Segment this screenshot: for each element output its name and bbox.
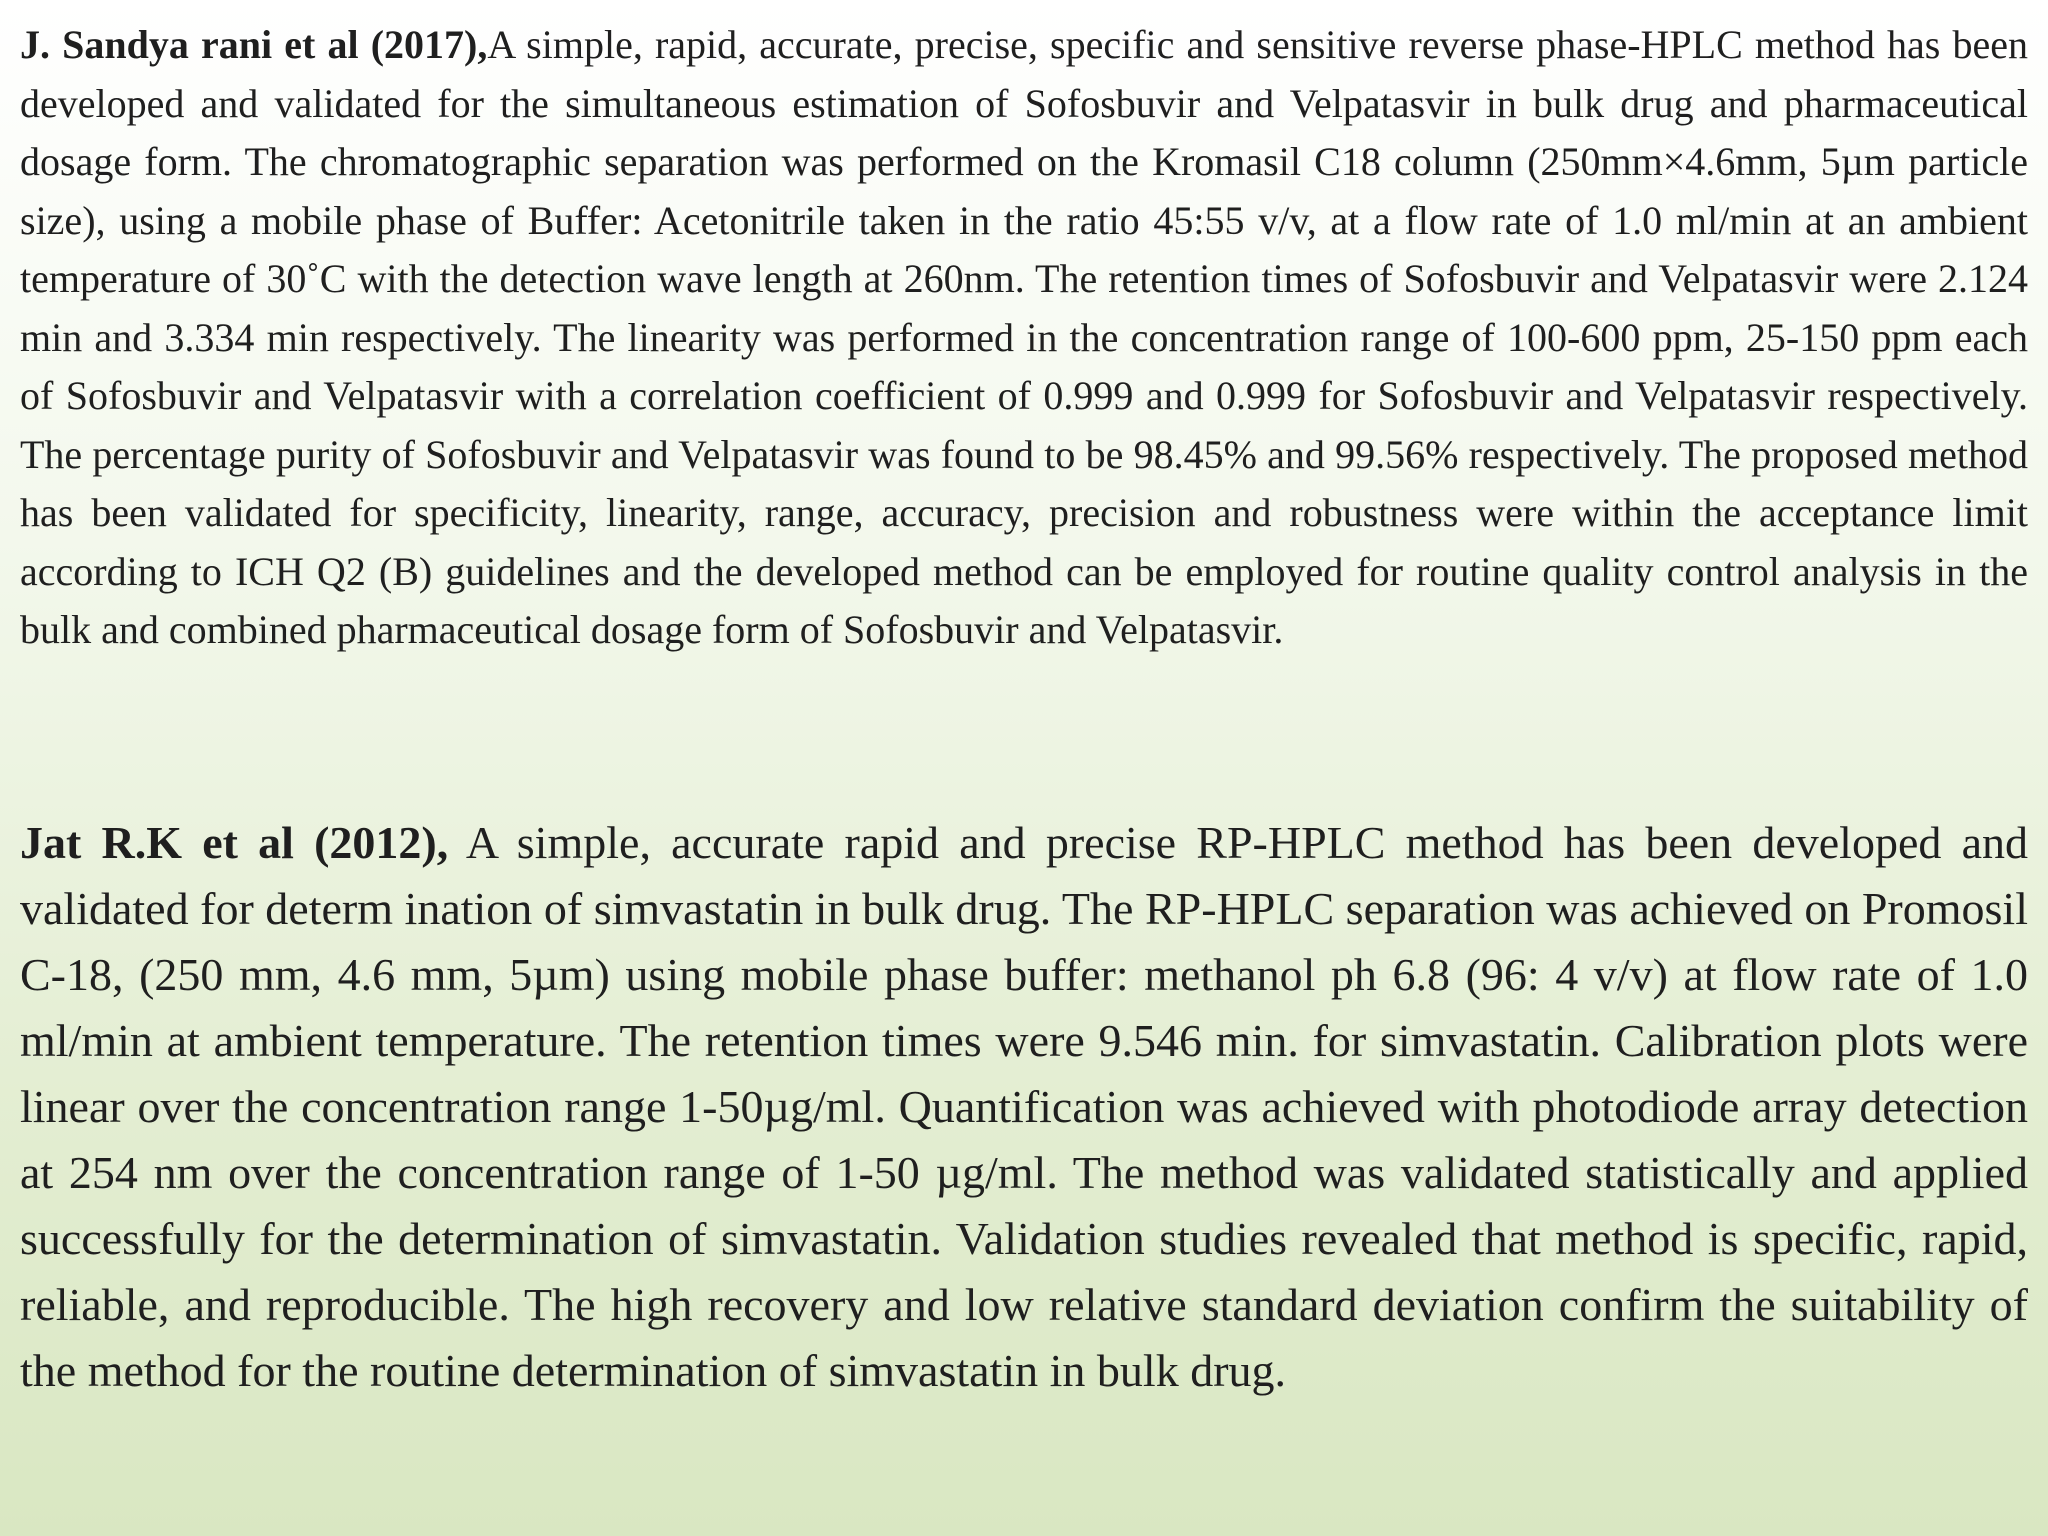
paragraph-text-jat: A simple, accurate rapid and precise RP-HPLC method has been developed and validated for determ ination of simvastatin in bulk drug. The RP-HPLC separation was achieved on Promosil C-18, (250 mm, 4.6 mm, 5µm) using mobile phase buffer: methanol ph 6.8 (96: 4 v/v) at flow rate of 1.0 ml/min at ambient temperature. The retention times were 9.546 min. for simvastatin. Calibration plots were linear over the concentration range 1-50µg/ml. Quantification was achieved with photodiode array detection at 254 nm over the concentration range of 1-50 µg/ml. The method was validated statistically and applied successfully for the determination of simvastatin. Validation studies revealed that method is specific, rapid, reliable, and reproducible. The high recovery and low relative standard deviation confirm the suitability of the method for the routine determination of simvastatin in bulk drug. — [20, 817, 2028, 1396]
citation-sandya-rani: J. Sandya rani et al (2017), — [20, 22, 488, 67]
citation-jat: Jat R.K et al (2012), — [20, 817, 449, 868]
paragraph-text-sandya-rani: A simple, rapid, accurate, precise, specific and sensitive reverse phase-HPLC method has been developed and validated for the simultaneous estimation of Sofosbuvir and Velpatasvir in bulk drug and pharmaceutical dosage form. The chromatographic separation was performed on the Kromasil C18 column (250mm×4.6mm, 5µm particle size), using a mobile phase of Buffer: Acetonitrile taken in the ratio 45:55 v/v, at a flow rate of 1.0 ml/min at an ambient temperature of 30˚C with the detection wave length at 260nm. The retention times of Sofosbuvir and Velpatasvir were 2.124 min and 3.334 min respectively. The linearity was performed in the concentration range of 100-600 ppm, 25-150 ppm each of Sofosbuvir and Velpatasvir with a correlation coefficient of 0.999 and 0.999 for Sofosbuvir and Velpatasvir respectively. The percentage purity of Sofosbuvir and Velpatasvir was found to be 98.45% and 99.56% respectively. The proposed method has been validated for specificity, linearity, range, accuracy, precision and robustness were within the acceptance limit according to ICH Q2 (B) guidelines and the developed method can be employed for routine quality control analysis in the bulk and combined pharmaceutical dosage form of Sofosbuvir and Velpatasvir. — [20, 22, 2028, 652]
review-paragraph-jat — [20, 810, 2028, 1404]
review-paragraph-sandya-rani — [20, 16, 2028, 660]
